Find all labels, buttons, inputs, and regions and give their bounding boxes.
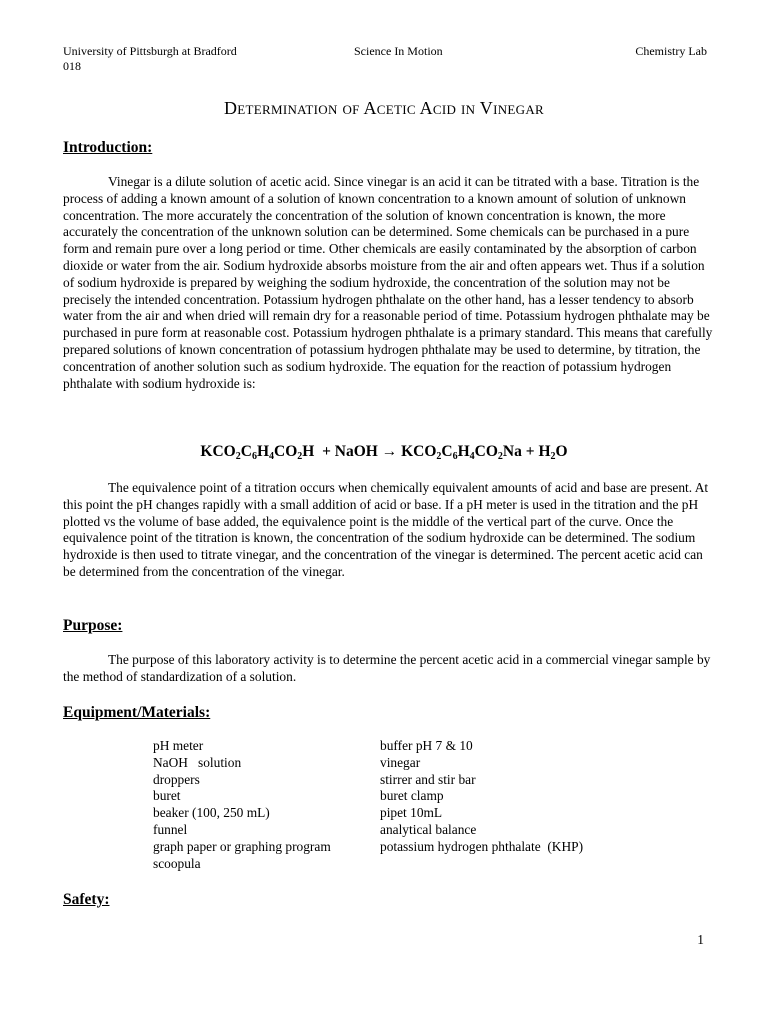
list-item: graph paper or graphing program [153, 838, 331, 854]
reaction-arrow-icon: → [381, 443, 398, 460]
materials-column-2 [380, 738, 640, 856]
list-item: buret clamp [380, 788, 444, 804]
materials-heading: Equipment/Materials: [63, 704, 211, 721]
list-item: droppers [153, 771, 200, 787]
introduction-paragraph-2: The equivalence point of a titration occurs when chemically equivalent amounts of acid and base are present. At this point the pH changes rapidly with a small addition of acid or base. If a pH meter is used in the titration and the pH plotted vs the volume of base added, the equivalence point is the middle of the vertical part of the curve. Once the equivalence point of the titration is known, the concentration of the sodium hydroxide can be determined. The sodium hydroxide is then used to titrate vinegar, and the concentration of the vinegar is determined. The percent acetic acid can be determined from the concentration of the vinegar. [63, 480, 709, 579]
purpose-paragraph: The purpose of this laboratory activity is to determine the percent acetic acid in a commercial vinegar sample by the method of standardization of a solution. [63, 652, 711, 684]
page-number: 1 [697, 932, 704, 947]
list-item: scoopula [153, 855, 201, 871]
list-item: funnel [153, 821, 188, 837]
list-item: pipet 10mL [380, 805, 443, 821]
list-item: stirrer and stir bar [380, 771, 476, 787]
purpose-heading: Purpose: [63, 617, 123, 634]
header-institution: University of Pittsburgh at Bradford [63, 44, 237, 58]
list-item: beaker (100, 250 mL) [153, 805, 270, 821]
materials-column-1 [153, 738, 383, 872]
list-item: NaOH solution [153, 754, 242, 770]
list-item: vinegar [380, 754, 421, 770]
list-item: buret [153, 788, 181, 804]
header-lab-number: 018 [63, 59, 81, 73]
header-program: Science In Motion [354, 44, 443, 58]
list-item: buffer pH 7 & 10 [380, 738, 473, 753]
introduction-heading: Introduction: [63, 139, 153, 156]
header-lab: Chemistry Lab [635, 44, 707, 58]
introduction-paragraph-1: Vinegar is a dilute solution of acetic acid. Since vinegar is an acid it can be titrated with a base. Titration is the process of adding a known amount of a solution of known concentration to a known amount of solution of unknown concentration. The more accurately the concentration of the solution of known concentration is known, the more accurately the concentration of the unknown solution can be determined. Some chemicals can be purchased in a pure form and remain pure over a long period or time. Other chemicals are easily contaminated by the absorption of carbon dioxide or water from the air. Sodium hydroxide absorbs moisture from the air and often appears wet. Thus if a solution of sodium hydroxide is prepared by weighing the sodium hydroxide, the concentration of the solution may not be precisely the intended concentration. Potassium hydrogen phthalate on the other hand, has a lesser tendency to absorb water from the air and when dried will remain dry for a reasonable period of time. Potassium hydrogen phthalate may be purchased in pure form at reasonable cost. Potassium hydrogen phthalate is a primary standard. This means that carefully prepared solutions of known concentration of potassium hydrogen phthalate may be used to determine, by titration, the concentration of another solution such as sodium hydroxide. The equation for the reaction of potassium hydrogen phthalate with sodium hydroxide is: [63, 174, 713, 391]
list-item: pH meter [153, 738, 204, 753]
list-item: analytical balance [380, 821, 477, 837]
list-item: potassium hydrogen phthalate (KHP) [380, 838, 584, 854]
document-title: Determination of Acetic Acid in Vinegar [223, 98, 545, 118]
safety-heading: Safety: [63, 891, 110, 908]
reaction-equation: $KCO_2C_6H_4CO_2H$ + NaOH → $KCO_2C_6H_4CO_2Na + H_2O$ [200, 443, 568, 462]
